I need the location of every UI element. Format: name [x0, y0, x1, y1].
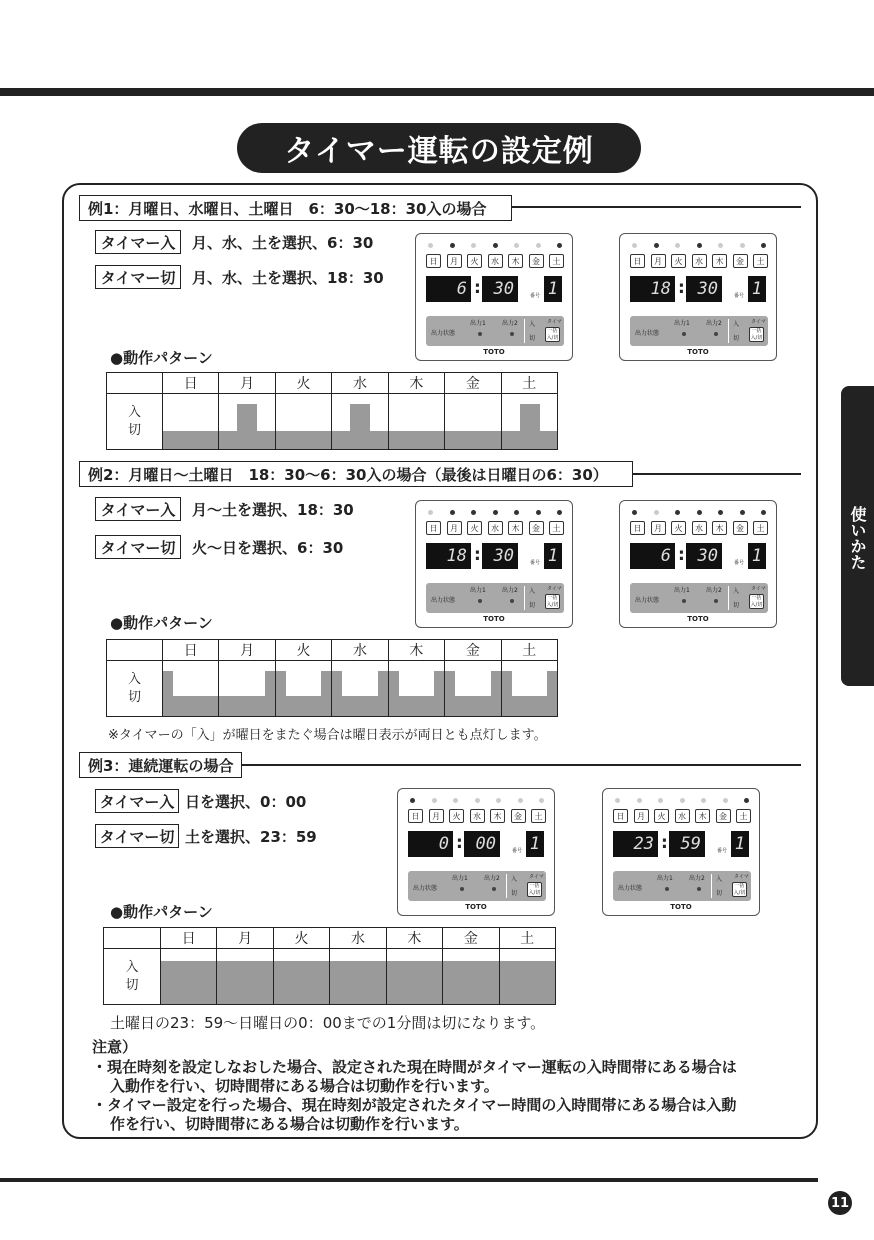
day-indicator-dots: [428, 243, 562, 248]
day-button: 土: [736, 809, 751, 823]
ex2-pattern-label: ●動作パターン: [110, 614, 213, 632]
ex2-header: 例2：月曜日〜土曜日 18：30〜6：30入の場合（最後は日曜日の6：30）: [79, 461, 633, 487]
on-lamp-label: 入: [511, 876, 518, 883]
bulk-toggle-button: 一括入/切: [546, 328, 559, 341]
off-lamp-label: 切: [511, 890, 518, 897]
number-label: 番号: [734, 293, 745, 299]
day-button: 金: [733, 254, 748, 268]
ex2-note: ※タイマーの「入」が曜日をまたぐ場合は曜日表示が両日とも点灯します。: [108, 728, 547, 743]
ex3-device-off: [602, 788, 760, 916]
day-indicator: [493, 243, 498, 248]
day-indicator: [514, 243, 519, 248]
day-indicator: [744, 798, 749, 803]
day-button: 火: [449, 809, 464, 823]
number-display: 1: [544, 543, 562, 569]
day-header: 月: [219, 373, 275, 394]
off-lamp-label: 切: [716, 890, 723, 897]
out1-lamp: [478, 332, 482, 336]
bulk-toggle-button: 一括入/切: [546, 595, 559, 608]
day-button: 水: [692, 254, 707, 268]
output-status-label: 出力状態: [431, 597, 456, 604]
day-header: 水: [330, 928, 386, 949]
day-button: 日: [408, 809, 423, 823]
time-colon: :: [456, 833, 463, 853]
ex3-off-text: 土を選択、23：59: [185, 827, 317, 846]
day-header: 土: [501, 373, 557, 394]
ex1-pattern-label: ●動作パターン: [110, 349, 213, 367]
number-display: 1: [748, 276, 766, 302]
day-indicator: [514, 510, 519, 515]
day-indicator: [496, 798, 501, 803]
out2-lamp: [510, 599, 514, 603]
caution-line: 作を行い、切時間帯にある場合は切動作を行います。: [110, 1115, 469, 1133]
page-number: 11: [828, 1191, 852, 1215]
day-button: 土: [531, 809, 546, 823]
ex1-header-line: [512, 206, 801, 208]
number-label: 番号: [530, 293, 541, 299]
day-indicator: [518, 798, 523, 803]
out2-lamp: [510, 332, 514, 336]
day-button: 火: [467, 254, 482, 268]
brand-logo: TOTO: [465, 903, 487, 911]
day-indicator: [453, 798, 458, 803]
io-off-label: 切: [127, 689, 141, 705]
ex1-on-label: タイマー入: [95, 230, 181, 254]
day-header: 日: [163, 640, 219, 661]
brand-logo: TOTO: [687, 615, 709, 623]
io-off-label: 切: [127, 422, 141, 438]
day-indicator: [740, 510, 745, 515]
day-button: 日: [630, 254, 645, 268]
bottom-rule: [0, 1178, 818, 1182]
day-header: 水: [332, 373, 388, 394]
ex3-header-line: [242, 764, 801, 766]
day-header: 木: [388, 640, 444, 661]
day-header: 火: [273, 928, 329, 949]
ex2-device-on: [415, 500, 573, 628]
day-button: 水: [675, 809, 690, 823]
number-display: 1: [731, 831, 749, 857]
output-status-label: 出力状態: [431, 330, 456, 337]
day-indicator: [654, 243, 659, 248]
day-button: 月: [447, 521, 462, 535]
day-indicator: [428, 243, 433, 248]
hour-display: 23: [613, 831, 658, 857]
day-header: 月: [217, 928, 273, 949]
day-button: 木: [695, 809, 710, 823]
ex3-on-text: 日を選択、0：00: [185, 792, 307, 811]
day-indicator: [536, 510, 541, 515]
day-indicator: [723, 798, 728, 803]
day-button: 水: [692, 521, 707, 535]
caution-heading: 注意）: [92, 1038, 138, 1056]
ex2-on-label: タイマー入: [95, 497, 181, 521]
io-on-label: 入: [125, 959, 139, 975]
bulk-toggle-button: 一括入/切: [528, 883, 541, 896]
day-indicator: [493, 510, 498, 515]
ex3-pattern-label: ●動作パターン: [110, 903, 213, 921]
out2-label: 出力2: [502, 320, 518, 327]
ex2-header-line: [633, 473, 801, 475]
out1-lamp: [682, 599, 686, 603]
day-button: 金: [529, 254, 544, 268]
timer-label: タイマ: [547, 586, 562, 592]
day-header: 日: [163, 373, 219, 394]
hour-display: 18: [426, 543, 471, 569]
minute-display: 00: [464, 831, 500, 857]
day-button: 日: [613, 809, 628, 823]
out1-lamp: [460, 887, 464, 891]
out2-lamp: [714, 599, 718, 603]
caution-line: 入動作を行い、切時間帯にある場合は切動作を行います。: [110, 1077, 499, 1095]
day-button: 火: [671, 254, 686, 268]
day-header: 金: [443, 928, 499, 949]
hour-display: 6: [426, 276, 471, 302]
day-indicator-dots: [632, 510, 766, 515]
day-indicator: [761, 510, 766, 515]
timer-label: タイマ: [734, 874, 749, 880]
out2-label: 出力2: [706, 320, 722, 327]
day-indicator: [658, 798, 663, 803]
day-button: 火: [671, 521, 686, 535]
day-indicator: [432, 798, 437, 803]
day-button: 水: [488, 254, 503, 268]
day-header: 日: [161, 928, 217, 949]
timer-label: タイマ: [547, 319, 562, 325]
day-button: 木: [712, 254, 727, 268]
day-indicator-dots: [632, 243, 766, 248]
day-indicator: [539, 798, 544, 803]
number-label: 番号: [512, 848, 523, 854]
day-indicator: [718, 243, 723, 248]
out1-label: 出力1: [674, 587, 690, 594]
day-indicator: [654, 510, 659, 515]
io-off-label: 切: [125, 977, 139, 993]
day-header: 火: [275, 373, 331, 394]
day-header: 木: [386, 928, 442, 949]
ex2-on-text: 月〜土を選択、18：30: [192, 500, 354, 519]
off-lamp-label: 切: [529, 602, 536, 609]
on-lamp-label: 入: [529, 588, 536, 595]
ex2-device-off: [619, 500, 777, 628]
day-button: 日: [426, 521, 441, 535]
day-indicator: [740, 243, 745, 248]
output-panel: [613, 871, 751, 901]
output-panel: [426, 316, 564, 346]
out2-label: 出力2: [484, 875, 500, 882]
ex1-on-text: 月、水、土を選択、6：30: [192, 233, 374, 252]
section-tab-label: 使いかた: [848, 506, 867, 570]
caution-line: ・現在時刻を設定しなおした場合、設定された現在時間がタイマー運転の入時間帯にある場合は: [92, 1058, 737, 1076]
out1-label: 出力1: [674, 320, 690, 327]
out1-label: 出力1: [657, 875, 673, 882]
number-display: 1: [526, 831, 544, 857]
day-button: 土: [549, 521, 564, 535]
day-indicator: [450, 510, 455, 515]
day-header: 月: [219, 640, 275, 661]
out2-label: 出力2: [502, 587, 518, 594]
timer-label: タイマ: [751, 319, 766, 325]
ex2-off-label: タイマー切: [95, 535, 181, 559]
ex3-off-label: タイマー切: [95, 824, 179, 848]
hour-display: 0: [408, 831, 453, 857]
out2-lamp: [697, 887, 701, 891]
day-header: 土: [501, 640, 557, 661]
day-indicator: [761, 243, 766, 248]
time-colon: :: [678, 545, 685, 565]
timer-label: タイマ: [529, 874, 544, 880]
time-colon: :: [474, 278, 481, 298]
bulk-toggle-button: 一括入/切: [733, 883, 746, 896]
bulk-toggle-button: 一括入/切: [750, 328, 763, 341]
ex3-device-on: [397, 788, 555, 916]
day-indicator: [615, 798, 620, 803]
bulk-toggle-button: 一括入/切: [750, 595, 763, 608]
minute-display: 59: [669, 831, 705, 857]
number-label: 番号: [734, 560, 745, 566]
day-indicator-dots: [428, 510, 562, 515]
off-lamp-label: 切: [529, 335, 536, 342]
day-indicator: [675, 510, 680, 515]
out2-label: 出力2: [706, 587, 722, 594]
day-indicator: [697, 510, 702, 515]
ex1-device-off: [619, 233, 777, 361]
day-indicator: [428, 510, 433, 515]
io-on-label: 入: [127, 671, 141, 687]
day-header: 火: [275, 640, 331, 661]
ex2-off-text: 火〜日を選択、6：30: [192, 538, 344, 557]
time-colon: :: [678, 278, 685, 298]
ex3-note: 土曜日の23：59〜日曜日の0：00までの1分間は切になります。: [110, 1014, 546, 1032]
day-header: 土: [499, 928, 555, 949]
day-indicator: [637, 798, 642, 803]
ex2-pattern-table: [106, 639, 558, 717]
ex1-device-on: [415, 233, 573, 361]
day-button: 木: [508, 521, 523, 535]
day-button: 金: [733, 521, 748, 535]
out1-label: 出力1: [470, 587, 486, 594]
caution-line: ・タイマー設定を行った場合、現在時刻が設定されたタイマー時間の入時間帯にある場合は入動: [92, 1096, 737, 1114]
day-indicator: [450, 243, 455, 248]
number-display: 1: [544, 276, 562, 302]
day-button: 木: [490, 809, 505, 823]
out2-lamp: [714, 332, 718, 336]
brand-logo: TOTO: [483, 348, 505, 356]
day-indicator: [475, 798, 480, 803]
day-indicator: [718, 510, 723, 515]
minute-display: 30: [686, 276, 722, 302]
day-indicator: [697, 243, 702, 248]
day-button: 金: [716, 809, 731, 823]
output-status-label: 出力状態: [635, 597, 660, 604]
day-button: 日: [630, 521, 645, 535]
day-button: 月: [651, 521, 666, 535]
ex1-pattern-table: [106, 372, 558, 450]
day-indicator: [471, 243, 476, 248]
brand-logo: TOTO: [670, 903, 692, 911]
minute-display: 30: [482, 543, 518, 569]
output-status-label: 出力状態: [413, 885, 438, 892]
day-indicator: [632, 510, 637, 515]
ex3-pattern-table: [103, 927, 556, 1005]
day-button: 土: [753, 521, 768, 535]
day-button: 月: [634, 809, 649, 823]
day-indicator: [632, 243, 637, 248]
day-indicator: [536, 243, 541, 248]
day-indicator-dots: [615, 798, 749, 803]
ex1-off-label: タイマー切: [95, 265, 181, 289]
top-rule: [0, 88, 874, 96]
day-button: 月: [429, 809, 444, 823]
day-button: 水: [488, 521, 503, 535]
day-header: 金: [445, 373, 501, 394]
day-header: 木: [388, 373, 444, 394]
ex3-on-label: タイマー入: [95, 789, 179, 813]
day-indicator-dots: [410, 798, 544, 803]
io-on-label: 入: [127, 404, 141, 420]
day-indicator: [471, 510, 476, 515]
number-label: 番号: [717, 848, 728, 854]
ex1-header: 例1：月曜日、水曜日、土曜日 6：30〜18：30入の場合: [79, 195, 512, 221]
day-button: 水: [470, 809, 485, 823]
on-lamp-label: 入: [716, 876, 723, 883]
day-indicator: [701, 798, 706, 803]
minute-display: 30: [686, 543, 722, 569]
out1-lamp: [682, 332, 686, 336]
out2-lamp: [492, 887, 496, 891]
day-button: 土: [549, 254, 564, 268]
brand-logo: TOTO: [483, 615, 505, 623]
time-colon: :: [661, 833, 668, 853]
ex1-off-text: 月、水、土を選択、18：30: [192, 268, 384, 287]
brand-logo: TOTO: [687, 348, 709, 356]
out1-lamp: [665, 887, 669, 891]
out1-lamp: [478, 599, 482, 603]
day-indicator: [557, 243, 562, 248]
day-button: 土: [753, 254, 768, 268]
hour-display: 6: [630, 543, 675, 569]
on-lamp-label: 入: [529, 321, 536, 328]
day-button: 木: [712, 521, 727, 535]
day-header: 水: [332, 640, 388, 661]
on-lamp-label: 入: [733, 321, 740, 328]
output-panel: [408, 871, 546, 901]
day-button: 日: [426, 254, 441, 268]
output-panel: [630, 316, 768, 346]
day-button: 火: [654, 809, 669, 823]
output-panel: [426, 583, 564, 613]
output-status-label: 出力状態: [618, 885, 643, 892]
day-button: 月: [447, 254, 462, 268]
day-indicator: [680, 798, 685, 803]
out1-label: 出力1: [452, 875, 468, 882]
time-colon: :: [474, 545, 481, 565]
hour-display: 18: [630, 276, 675, 302]
day-button: 木: [508, 254, 523, 268]
number-display: 1: [748, 543, 766, 569]
minute-display: 30: [482, 276, 518, 302]
timer-label: タイマ: [751, 586, 766, 592]
off-lamp-label: 切: [733, 602, 740, 609]
day-indicator: [410, 798, 415, 803]
out1-label: 出力1: [470, 320, 486, 327]
day-indicator: [557, 510, 562, 515]
day-button: 月: [651, 254, 666, 268]
number-label: 番号: [530, 560, 541, 566]
out2-label: 出力2: [689, 875, 705, 882]
on-lamp-label: 入: [733, 588, 740, 595]
day-header: 金: [445, 640, 501, 661]
day-button: 火: [467, 521, 482, 535]
off-lamp-label: 切: [733, 335, 740, 342]
day-button: 金: [511, 809, 526, 823]
page-title: タイマー運転の設定例: [237, 123, 641, 173]
output-panel: [630, 583, 768, 613]
day-indicator: [675, 243, 680, 248]
output-status-label: 出力状態: [635, 330, 660, 337]
ex3-header: 例3：連続運転の場合: [79, 752, 242, 778]
day-button: 金: [529, 521, 544, 535]
